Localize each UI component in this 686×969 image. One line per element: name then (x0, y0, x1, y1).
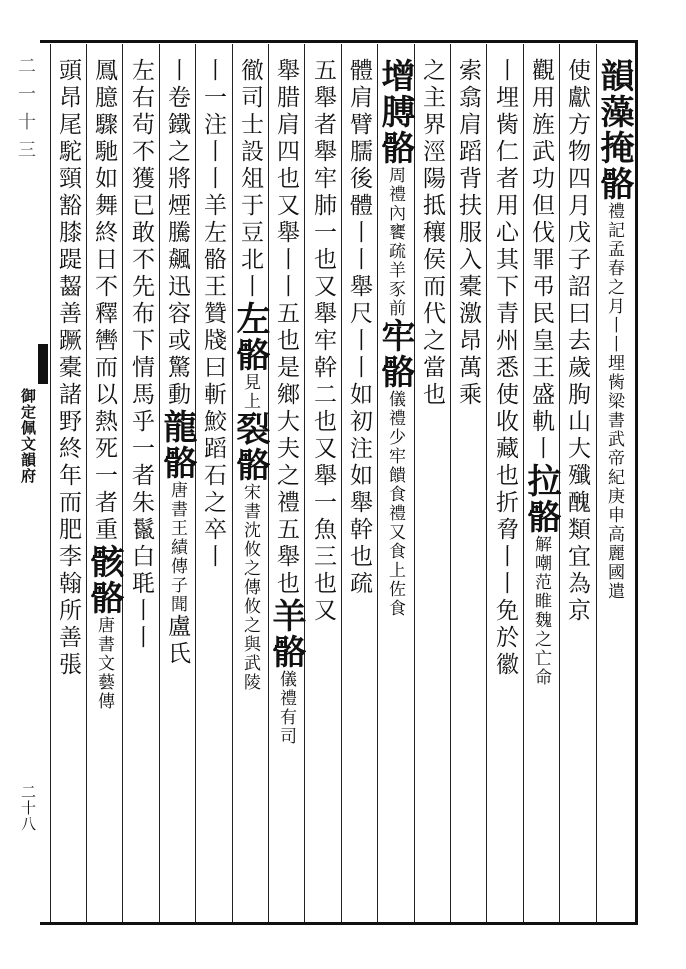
annotation: 見上 (240, 373, 260, 411)
book-title: 御定佩文韻府 (19, 388, 37, 484)
text-column (523, 58, 559, 687)
body-text: 五舉者舉牢肺一也又舉牢幹二也又舉一魚三也又 (310, 58, 336, 625)
page-margin (8, 46, 38, 926)
body-text: 之主界涇陽抵穰侯而代之當也 (419, 58, 445, 409)
annotation: 解嘲范睢魏之亡命 (531, 535, 551, 687)
body-text: 丨卷鐵之將煙騰飆迅容或驚動 (164, 58, 190, 409)
body-text: 使獻方物四月戊子詔曰去歲朐山大殲醜類宜為京 (564, 58, 590, 625)
annotation: 宋書沈攸之傳攸之與武陵 (240, 483, 260, 692)
body-text: 馬乎一者朱鬣白毦丨丨 (128, 382, 154, 652)
text-column (414, 58, 450, 409)
text-column (86, 58, 122, 711)
entry-heading: 牢骼 (375, 318, 415, 390)
text-column (559, 58, 595, 625)
body-text: 也折脅丨丨免於徽 (492, 463, 518, 679)
text-column (450, 58, 486, 409)
text-column (232, 58, 268, 692)
body-text: 觀用旌武功但伐罪弔民皇王盛軌丨 (528, 58, 554, 463)
annotation: 唐書文藝傳 (94, 616, 114, 711)
text-column (377, 58, 413, 618)
annotation: 儀禮少牢饋食禮又食上佐食 (385, 390, 405, 618)
body-text: 丨一注丨丨羊左骼 (200, 58, 226, 274)
text-column (50, 58, 86, 679)
body-text: 索翕肩蹈背扶服入橐激昂萬乘 (455, 58, 481, 409)
body-text: 鳳臆驟馳如舞終日不釋轡而以熱死一者重 (91, 58, 117, 544)
text-column (268, 58, 304, 746)
margin-bleed-text: 二一十三 (15, 56, 36, 168)
fishtail-mark (38, 344, 48, 384)
entry-heading: 左骼 (230, 301, 270, 373)
body-text: 王贊牋曰斬鮫蹈石之卒丨 (200, 274, 226, 571)
text-column (195, 58, 231, 571)
entry-heading: 增 (375, 58, 415, 94)
page-number: 二十八 (19, 784, 37, 832)
entry-heading: 韻藻 (594, 58, 634, 130)
text-column (341, 58, 377, 598)
text-column (305, 58, 341, 625)
body-text: 徹司士設俎于豆北丨 (237, 58, 263, 301)
text-column (123, 58, 159, 652)
entry-heading: 掩骼 (594, 130, 634, 202)
text-column (487, 58, 523, 679)
text-column (596, 58, 632, 601)
annotation: 禮記孟春之月丨丨埋胔梁書武帝紀庚申高麗國遣 (604, 202, 624, 601)
entry-heading: 骸骼 (84, 544, 124, 616)
annotation: 周禮內饔疏羊豕前 (385, 166, 405, 318)
body-text: 舉腊肩四也又舉丨丨五也是鄉大夫之禮五舉也 (273, 58, 299, 598)
body-text: 丨埋胔仁者用心其下青州悉使收藏 (492, 58, 518, 463)
entry-heading: 膊骼 (375, 94, 415, 166)
body-text: 左右茍不獲已敢不先布下情 (128, 58, 154, 382)
body-text: 李翰所善張 (55, 544, 81, 679)
body-text: 頭昂尾駝頸豁膝踶齧善蹶橐諸野終年而肥 (55, 58, 81, 544)
body-text: 舉尺丨丨如初注如舉幹也疏 (346, 274, 372, 598)
entry-heading: 裂骼 (230, 411, 270, 483)
body-text: 盧氏 (164, 614, 190, 668)
entry-heading: 拉骼 (521, 463, 561, 535)
annotation: 儀禮有司 (276, 670, 296, 746)
entry-heading: 龍骼 (157, 409, 197, 481)
annotation: 唐書王績傳子聞 (167, 481, 187, 614)
body-text: 體肩臂臑後體丨丨 (346, 58, 372, 274)
text-column (159, 58, 195, 668)
entry-heading: 羊骼 (266, 598, 306, 670)
